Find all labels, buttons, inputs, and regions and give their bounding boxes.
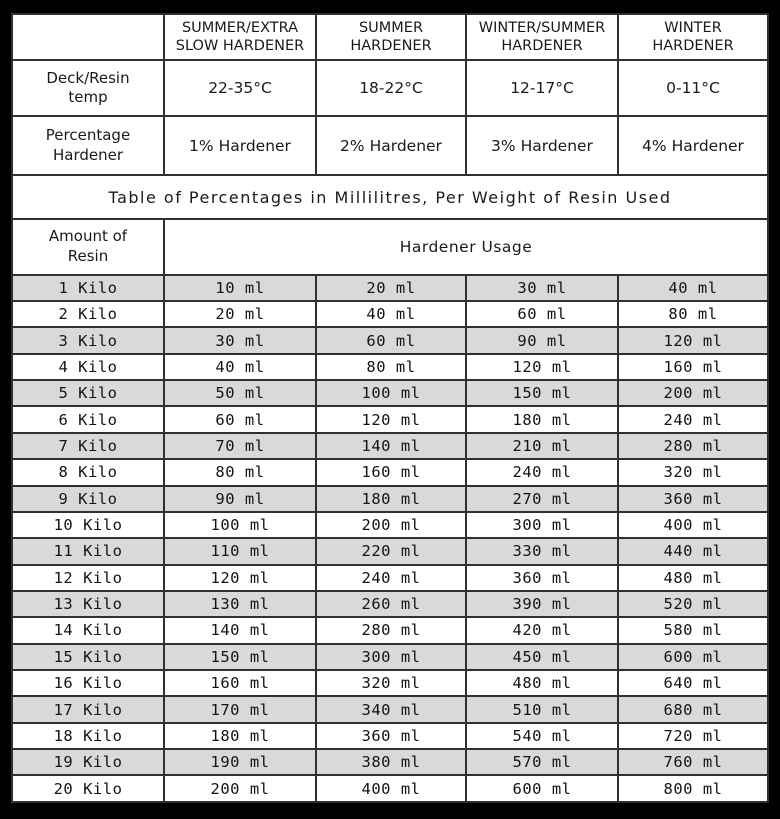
ml-value-cell: 720 ml [618,723,768,749]
table-row [12,696,768,722]
ml-value-cell: 120 ml [618,327,768,353]
ml-value-cell: 440 ml [618,538,768,564]
ml-value-cell: 80 ml [316,354,466,380]
row-label-kilo: 13 Kilo [12,591,164,617]
col-header-line1: SUMMER [358,19,424,36]
table-row [12,406,768,432]
deck-resin-temp-label [12,60,164,117]
label-line2: Resin [67,246,109,265]
ml-value-cell: 90 ml [466,327,618,353]
row-label-kilo: 6 Kilo [12,406,164,432]
table-row [12,486,768,512]
ml-value-cell: 300 ml [316,644,466,670]
ml-value-cell: 260 ml [316,591,466,617]
data-rows [12,275,768,802]
row-label-kilo: 8 Kilo [12,459,164,485]
ml-value-cell: 480 ml [466,670,618,696]
col-header-summer-extra-slow [164,14,316,60]
col-header-line2: HARDENER [501,37,583,54]
ml-value-cell: 320 ml [316,670,466,696]
label-line1: Amount of [48,227,128,246]
ml-value-cell: 300 ml [466,512,618,538]
ml-value-cell: 130 ml [164,591,316,617]
ml-value-cell: 200 ml [316,512,466,538]
ml-value-cell: 400 ml [316,775,466,802]
row-label-kilo: 7 Kilo [12,433,164,459]
table-row [12,565,768,591]
ml-value-cell: 120 ml [164,565,316,591]
ml-value-cell: 480 ml [618,565,768,591]
label-line1: Percentage [45,126,131,145]
ml-value-cell: 360 ml [466,565,618,591]
ml-value-cell: 360 ml [618,486,768,512]
ml-value-cell: 400 ml [618,512,768,538]
table-row [12,617,768,643]
row-label-kilo: 3 Kilo [12,327,164,353]
ml-value-cell: 540 ml [466,723,618,749]
ml-value-cell: 60 ml [164,406,316,432]
row-label-kilo: 19 Kilo [12,749,164,775]
ml-value-cell: 240 ml [618,406,768,432]
ml-value-cell: 120 ml [466,354,618,380]
ml-value-cell: 270 ml [466,486,618,512]
ml-value-cell: 330 ml [466,538,618,564]
table-row [12,538,768,564]
percentage-hardener-label [12,116,164,175]
deck-resin-temp-row [12,60,768,117]
ml-value-cell: 120 ml [316,406,466,432]
label-line2: temp [68,88,108,107]
table-row [12,327,768,353]
ml-value-cell: 80 ml [164,459,316,485]
ml-value-cell: 100 ml [164,512,316,538]
ml-value-cell: 360 ml [316,723,466,749]
percentage-value: 4% Hardener [618,116,768,175]
label-line1: Deck/Resin [46,68,130,87]
ml-value-cell: 420 ml [466,617,618,643]
col-header-line2: HARDENER [652,37,734,54]
row-label-kilo: 16 Kilo [12,670,164,696]
percentage-value: 1% Hardener [164,116,316,175]
ml-value-cell: 240 ml [466,459,618,485]
table-row [12,775,768,802]
row-label-kilo: 4 Kilo [12,354,164,380]
ml-value-cell: 760 ml [618,749,768,775]
ml-value-cell: 170 ml [164,696,316,722]
ml-value-cell: 280 ml [618,433,768,459]
table-title-row [12,175,768,219]
ml-value-cell: 600 ml [466,775,618,802]
percentage-value: 2% Hardener [316,116,466,175]
ml-value-cell: 390 ml [466,591,618,617]
table-row [12,512,768,538]
row-label-kilo: 17 Kilo [12,696,164,722]
percentage-hardener-row [12,116,768,175]
table-row [12,301,768,327]
table-row [12,749,768,775]
row-label-kilo: 14 Kilo [12,617,164,643]
ml-value-cell: 20 ml [316,275,466,301]
col-header-line2: SLOW HARDENER [175,37,305,54]
ml-value-cell: 800 ml [618,775,768,802]
col-header-winter [618,14,768,60]
row-label-kilo: 5 Kilo [12,380,164,406]
ml-value-cell: 160 ml [164,670,316,696]
ml-value-cell: 180 ml [316,486,466,512]
ml-value-cell: 510 ml [466,696,618,722]
hardener-usage-label: Hardener Usage [164,219,768,275]
ml-value-cell: 80 ml [618,301,768,327]
ml-value-cell: 570 ml [466,749,618,775]
table-row [12,380,768,406]
ml-value-cell: 520 ml [618,591,768,617]
ml-value-cell: 200 ml [164,775,316,802]
ml-value-cell: 40 ml [164,354,316,380]
ml-value-cell: 240 ml [316,565,466,591]
table-row [12,433,768,459]
ml-value-cell: 580 ml [618,617,768,643]
ml-value-cell: 30 ml [164,327,316,353]
ml-value-cell: 90 ml [164,486,316,512]
ml-value-cell: 150 ml [466,380,618,406]
col-header-line1: SUMMER/EXTRA [181,19,299,36]
ml-value-cell: 20 ml [164,301,316,327]
ml-value-cell: 190 ml [164,749,316,775]
ml-value-cell: 110 ml [164,538,316,564]
ml-value-cell: 320 ml [618,459,768,485]
ml-value-cell: 200 ml [618,380,768,406]
ml-value-cell: 340 ml [316,696,466,722]
ml-value-cell: 30 ml [466,275,618,301]
ml-value-cell: 50 ml [164,380,316,406]
ml-value-cell: 70 ml [164,433,316,459]
ml-value-cell: 220 ml [316,538,466,564]
col-header-line1: WINTER [664,19,722,36]
ml-value-cell: 140 ml [316,433,466,459]
row-label-kilo: 20 Kilo [12,775,164,802]
ml-value-cell: 600 ml [618,644,768,670]
usage-header-row [12,219,768,275]
col-header-summer [316,14,466,60]
col-header-winter-summer [466,14,618,60]
ml-value-cell: 640 ml [618,670,768,696]
temp-value: 22-35°C [164,60,316,117]
table-row [12,459,768,485]
row-label-kilo: 12 Kilo [12,565,164,591]
ml-value-cell: 60 ml [466,301,618,327]
ml-value-cell: 180 ml [466,406,618,432]
ml-value-cell: 210 ml [466,433,618,459]
ml-value-cell: 380 ml [316,749,466,775]
ml-value-cell: 160 ml [618,354,768,380]
ml-value-cell: 450 ml [466,644,618,670]
ml-value-cell: 140 ml [164,617,316,643]
row-label-kilo: 1 Kilo [12,275,164,301]
ml-value-cell: 40 ml [618,275,768,301]
table-title: Table of Percentages in Millilitres, Per Weight of Resin Used [12,175,768,219]
table-row [12,591,768,617]
row-label-kilo: 9 Kilo [12,486,164,512]
hardener-percentage-table [11,13,769,803]
corner-cell-empty [12,14,164,60]
row-label-kilo: 15 Kilo [12,644,164,670]
temp-value: 18-22°C [316,60,466,117]
temp-value: 0-11°C [618,60,768,117]
ml-value-cell: 180 ml [164,723,316,749]
ml-value-cell: 150 ml [164,644,316,670]
row-label-kilo: 18 Kilo [12,723,164,749]
temp-value: 12-17°C [466,60,618,117]
ml-value-cell: 280 ml [316,617,466,643]
ml-value-cell: 40 ml [316,301,466,327]
ml-value-cell: 160 ml [316,459,466,485]
table-row [12,644,768,670]
row-label-kilo: 10 Kilo [12,512,164,538]
percentage-value: 3% Hardener [466,116,618,175]
table-row [12,723,768,749]
row-label-kilo: 11 Kilo [12,538,164,564]
ml-value-cell: 680 ml [618,696,768,722]
table-row [12,670,768,696]
amount-of-resin-label [12,219,164,275]
col-header-line2: HARDENER [350,37,432,54]
row-label-kilo: 2 Kilo [12,301,164,327]
hardener-table-container [11,13,769,803]
ml-value-cell: 10 ml [164,275,316,301]
ml-value-cell: 100 ml [316,380,466,406]
label-line2: Hardener [52,145,124,164]
ml-value-cell: 60 ml [316,327,466,353]
column-header-row [12,14,768,60]
col-header-line1: WINTER/SUMMER [478,19,606,36]
table-row [12,354,768,380]
table-row [12,275,768,301]
